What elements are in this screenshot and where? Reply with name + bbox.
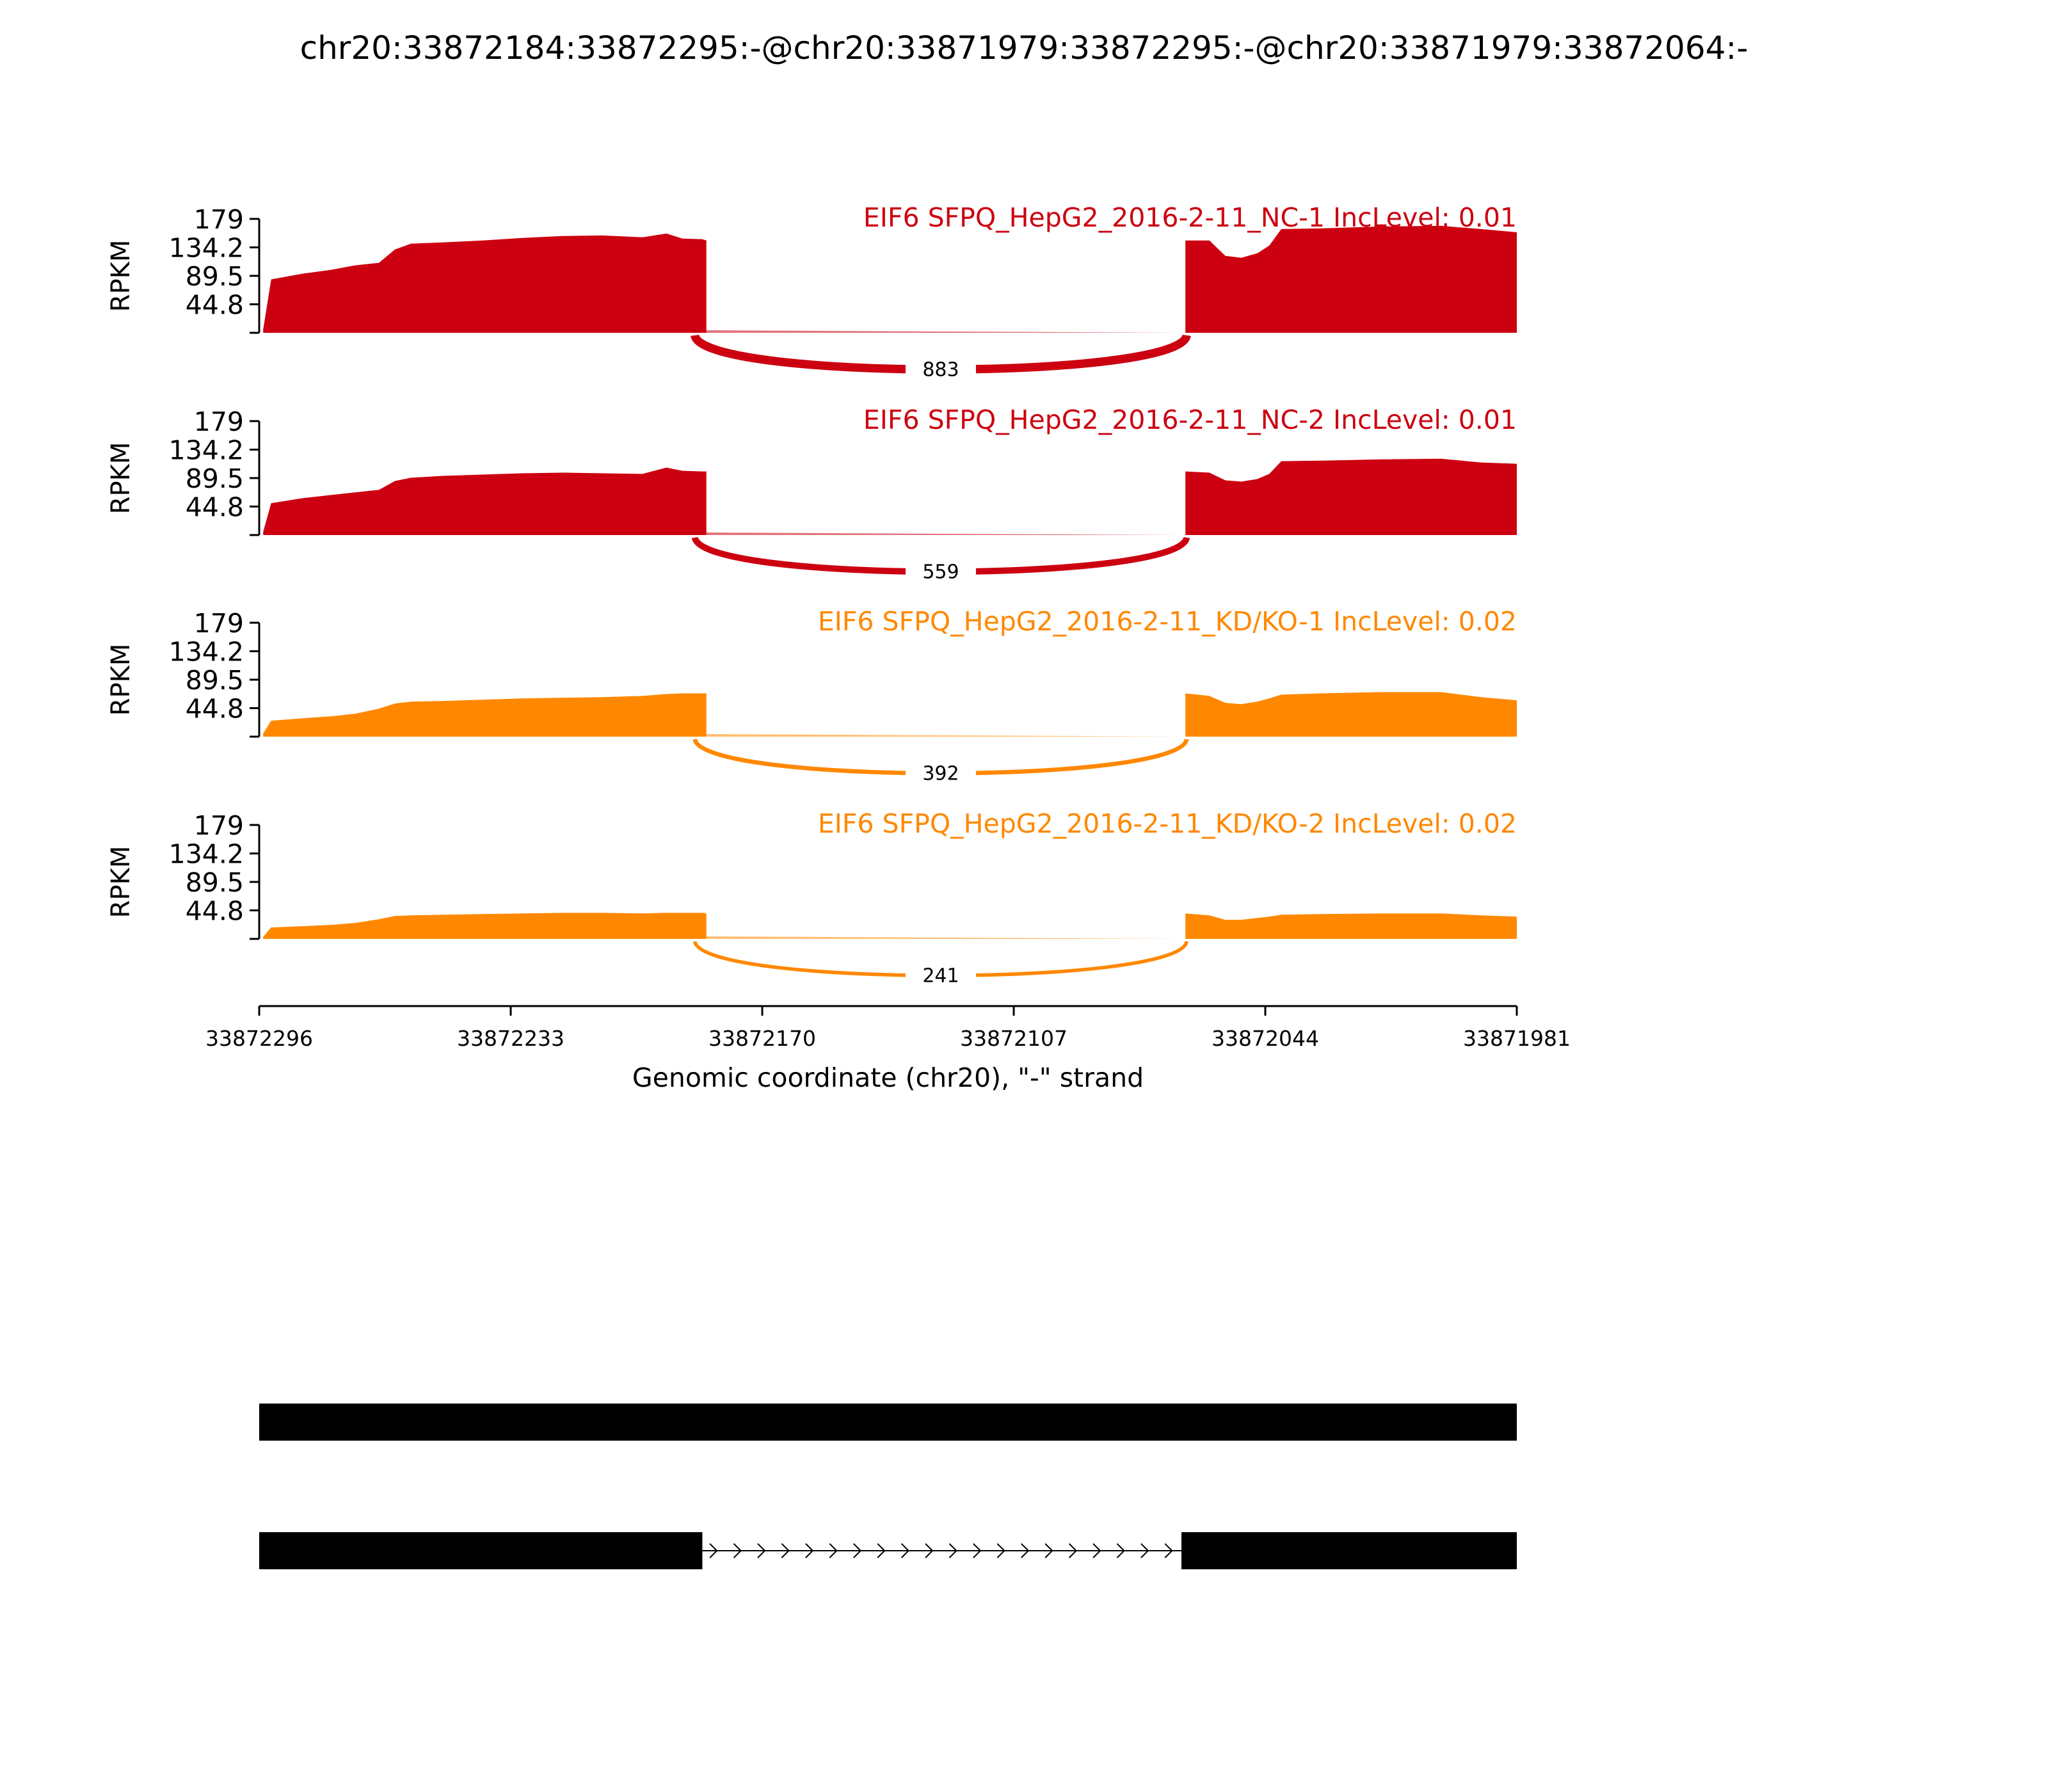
y-axis-label: RPKM bbox=[106, 845, 136, 918]
y-tick-label: 44.8 bbox=[185, 492, 244, 523]
y-tick-label: 179 bbox=[193, 204, 244, 235]
isoform-1 bbox=[259, 1404, 1517, 1441]
y-tick-label: 89.5 bbox=[185, 665, 244, 696]
x-tick-label: 33871981 bbox=[1463, 1026, 1571, 1051]
junction-count: 241 bbox=[922, 964, 959, 988]
y-axis-label: RPKM bbox=[106, 239, 136, 312]
coverage-area-left-exon bbox=[263, 693, 706, 737]
coverage-area-left-exon bbox=[263, 234, 706, 333]
y-tick-label: 44.8 bbox=[185, 895, 244, 927]
junction-count: 883 bbox=[922, 358, 959, 381]
track-3 bbox=[106, 606, 1517, 787]
y-tick-label: 179 bbox=[193, 406, 244, 437]
figure-title: chr20:33872184:33872295:-@chr20:33871979:33872295:-@chr20:33871979:33872064:- bbox=[300, 29, 1748, 67]
y-tick-label: 134.2 bbox=[168, 232, 244, 264]
y-tick-label: 179 bbox=[193, 810, 244, 841]
track-4 bbox=[106, 808, 1517, 989]
x-axis bbox=[205, 1006, 1571, 1093]
x-tick-label: 33872044 bbox=[1212, 1026, 1319, 1051]
x-tick-label: 33872233 bbox=[457, 1026, 564, 1051]
y-tick-label: 134.2 bbox=[168, 435, 244, 466]
intron-coverage bbox=[707, 330, 1186, 333]
y-tick-label: 89.5 bbox=[185, 261, 244, 292]
coverage-area-left-exon bbox=[263, 468, 706, 535]
exon-block bbox=[259, 1532, 702, 1569]
track-label: EIF6 SFPQ_HepG2_2016-2-11_NC-2 IncLevel: 0.01 bbox=[863, 404, 1517, 435]
intron-coverage bbox=[707, 532, 1186, 535]
track-label: EIF6 SFPQ_HepG2_2016-2-11_KD/KO-1 IncLevel: 0.02 bbox=[817, 606, 1517, 637]
y-tick-label: 44.8 bbox=[185, 289, 244, 321]
track-label: EIF6 SFPQ_HepG2_2016-2-11_NC-1 IncLevel: 0.01 bbox=[863, 202, 1517, 233]
coverage-area-right-exon bbox=[1185, 692, 1517, 737]
y-tick-label: 179 bbox=[193, 608, 244, 639]
coverage-area-right-exon bbox=[1185, 226, 1517, 333]
isoform-2 bbox=[259, 1532, 1517, 1569]
coverage-tracks bbox=[106, 202, 1517, 989]
isoform-diagram bbox=[259, 1404, 1517, 1569]
intron-coverage bbox=[707, 936, 1186, 939]
coverage-area-right-exon bbox=[1185, 459, 1517, 535]
x-tick-label: 33872170 bbox=[708, 1026, 816, 1051]
y-axis-label: RPKM bbox=[106, 442, 136, 515]
x-tick-label: 33872107 bbox=[960, 1026, 1068, 1051]
x-axis-label: Genomic coordinate (chr20), "-" strand bbox=[632, 1062, 1144, 1093]
intron-coverage bbox=[707, 734, 1186, 737]
x-tick-label: 33872296 bbox=[205, 1026, 313, 1051]
coverage-area-left-exon bbox=[263, 913, 706, 939]
y-tick-label: 44.8 bbox=[185, 693, 244, 724]
coverage-area-right-exon bbox=[1185, 913, 1517, 939]
y-axis-label: RPKM bbox=[106, 643, 136, 716]
track-1 bbox=[106, 202, 1517, 383]
exon-block bbox=[259, 1404, 1517, 1441]
junction-count: 392 bbox=[922, 762, 959, 785]
y-tick-label: 89.5 bbox=[185, 463, 244, 494]
y-tick-label: 134.2 bbox=[168, 838, 244, 870]
exon-block bbox=[1181, 1532, 1517, 1569]
y-tick-label: 89.5 bbox=[185, 867, 244, 898]
track-label: EIF6 SFPQ_HepG2_2016-2-11_KD/KO-2 IncLevel: 0.02 bbox=[817, 808, 1517, 839]
junction-count: 559 bbox=[922, 561, 959, 584]
y-tick-label: 134.2 bbox=[168, 636, 244, 668]
track-2 bbox=[106, 404, 1517, 585]
